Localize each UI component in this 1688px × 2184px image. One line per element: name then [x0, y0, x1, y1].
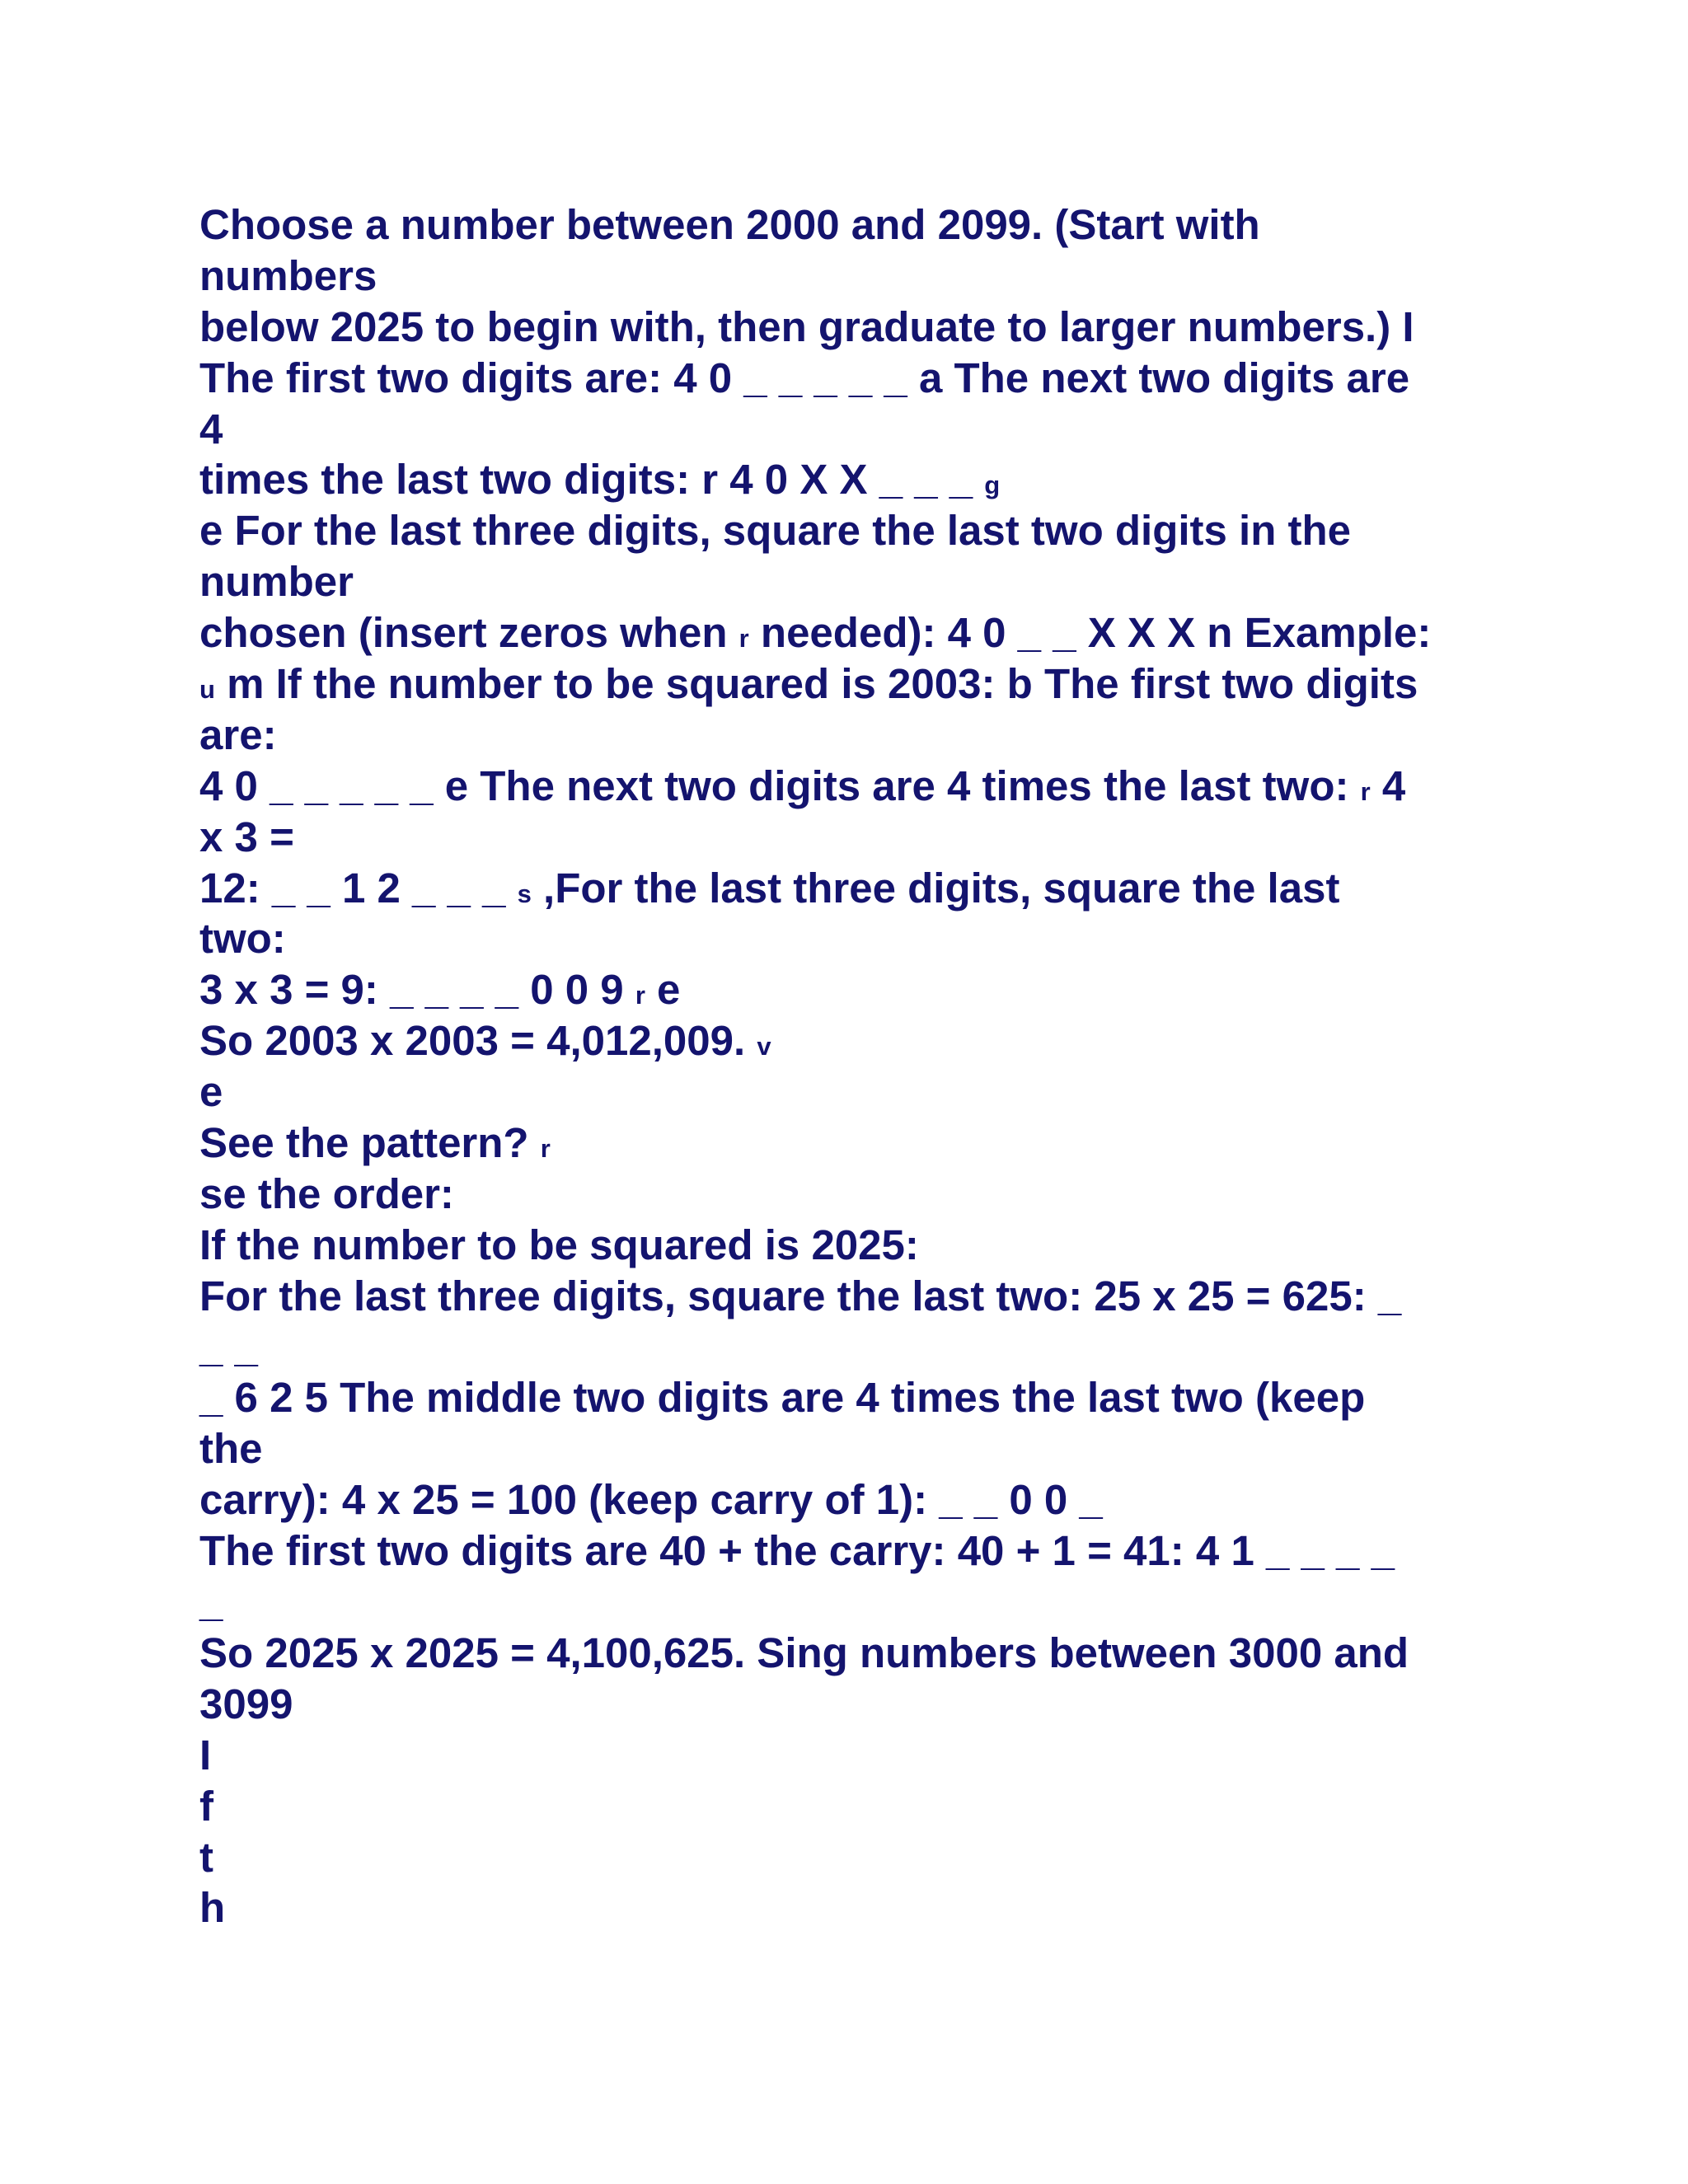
text-segment: are: — [199, 710, 277, 758]
text-segment: needed): 4 0 _ _ X X X n Example: — [748, 609, 1432, 657]
text-line — [199, 556, 1518, 607]
text-line — [199, 710, 1518, 761]
text-segment: See the pattern? — [199, 1119, 541, 1167]
text-line — [199, 454, 1518, 505]
text-line — [199, 1271, 1518, 1322]
text-line — [199, 302, 1518, 353]
text-line — [199, 251, 1518, 302]
text-segment: So 2025 x 2025 = 4,100,625. Sing numbers between 3000 and — [199, 1629, 1409, 1676]
text-line — [199, 199, 1518, 251]
text-line — [199, 1169, 1518, 1220]
text-line — [199, 607, 1518, 658]
text-line — [199, 404, 1518, 455]
text-line — [199, 1577, 1518, 1628]
text-segment: e — [199, 1068, 223, 1116]
text-segment: 12: _ _ 1 2 _ _ _ — [199, 864, 518, 912]
margin-letter: r — [1360, 776, 1371, 806]
text-segment: So 2003 x 2003 = 4,012,009. — [199, 1017, 757, 1065]
text-line — [199, 1628, 1518, 1679]
margin-letter: r — [540, 1134, 551, 1164]
text-segment: _ 6 2 5 The middle two digits are 4 times the last two (keep — [199, 1374, 1366, 1422]
text-segment: h — [199, 1884, 226, 1932]
text-line — [199, 658, 1518, 710]
text-segment: the — [199, 1425, 263, 1473]
text-line — [199, 1015, 1518, 1066]
text-segment: e For the last three digits, square the last two digits in the — [199, 507, 1352, 555]
text-segment: two: — [199, 915, 286, 963]
text-segment: chosen (insert zeros when — [199, 609, 739, 657]
text-segment: The first two digits are 40 + the carry: 40 + 1 = 41: 4 1 _ _ _ _ — [199, 1527, 1395, 1575]
text-segment: _ _ — [199, 1323, 258, 1371]
text-segment: 4 — [199, 405, 223, 452]
text-line — [199, 1220, 1518, 1271]
text-segment: ,For the last three digits, square the last — [531, 864, 1340, 912]
text-line — [199, 505, 1518, 556]
text-line — [199, 761, 1518, 812]
text-segment: carry): 4 x 25 = 100 (keep carry of 1): _ _ 0 0 _ — [199, 1476, 1103, 1524]
margin-letter: s — [517, 879, 532, 908]
text-segment: For the last three digits, square the last two: 25 x 25 = 625: _ — [199, 1272, 1402, 1319]
text-segment: se the order: — [199, 1169, 454, 1217]
text-segment: number — [199, 558, 354, 606]
margin-letter: r — [635, 981, 645, 1010]
text-segment: _ — [199, 1578, 223, 1626]
text-line — [199, 913, 1518, 964]
margin-letter: g — [984, 471, 1001, 500]
text-segment: 4 — [1370, 762, 1406, 809]
text-line — [199, 1679, 1518, 1730]
text-segment: 4 0 _ _ _ _ _ e The next two digits are 4 times the last two: — [199, 762, 1361, 809]
text-line — [199, 1066, 1518, 1118]
text-line — [199, 863, 1518, 914]
text-segment: t — [199, 1833, 213, 1881]
text-line — [199, 1730, 1518, 1781]
text-segment: Choose a number between 2000 and 2099. (Start with — [199, 201, 1260, 248]
margin-letter: v — [757, 1032, 771, 1062]
text-segment: times the last two digits: r 4 0 X X _ _ _ — [199, 456, 985, 504]
margin-letter: u — [199, 675, 215, 705]
margin-letter: r — [738, 624, 749, 654]
text-line — [199, 1832, 1518, 1883]
text-segment: The first two digits are: 4 0 _ _ _ _ _ a The next two digits are — [199, 354, 1410, 401]
text-segment: 3 x 3 = 9: _ _ _ _ 0 0 9 — [199, 966, 635, 1014]
text-line — [199, 812, 1518, 863]
text-segment: x 3 = — [199, 813, 294, 860]
text-segment: 3099 — [199, 1680, 293, 1727]
text-line — [199, 964, 1518, 1015]
text-segment: below 2025 to begin with, then graduate to larger numbers.) I — [199, 302, 1414, 350]
text-segment: f — [199, 1782, 213, 1830]
text-line — [199, 353, 1518, 404]
text-line — [199, 1372, 1518, 1423]
text-line — [199, 1526, 1518, 1577]
text-line — [199, 1118, 1518, 1169]
text-segment: e — [645, 966, 681, 1014]
text-line — [199, 1423, 1518, 1474]
text-segment: m If the number to be squared is 2003: b The first two digits — [214, 660, 1418, 708]
text-line — [199, 1882, 1518, 1933]
text-line — [199, 1474, 1518, 1526]
document-text — [199, 199, 1518, 1933]
text-segment: If the number to be squared is 2025: — [199, 1221, 919, 1268]
text-line — [199, 1322, 1518, 1373]
text-line — [199, 1781, 1518, 1832]
text-segment: I — [199, 1731, 212, 1779]
text-segment: numbers — [199, 251, 377, 299]
